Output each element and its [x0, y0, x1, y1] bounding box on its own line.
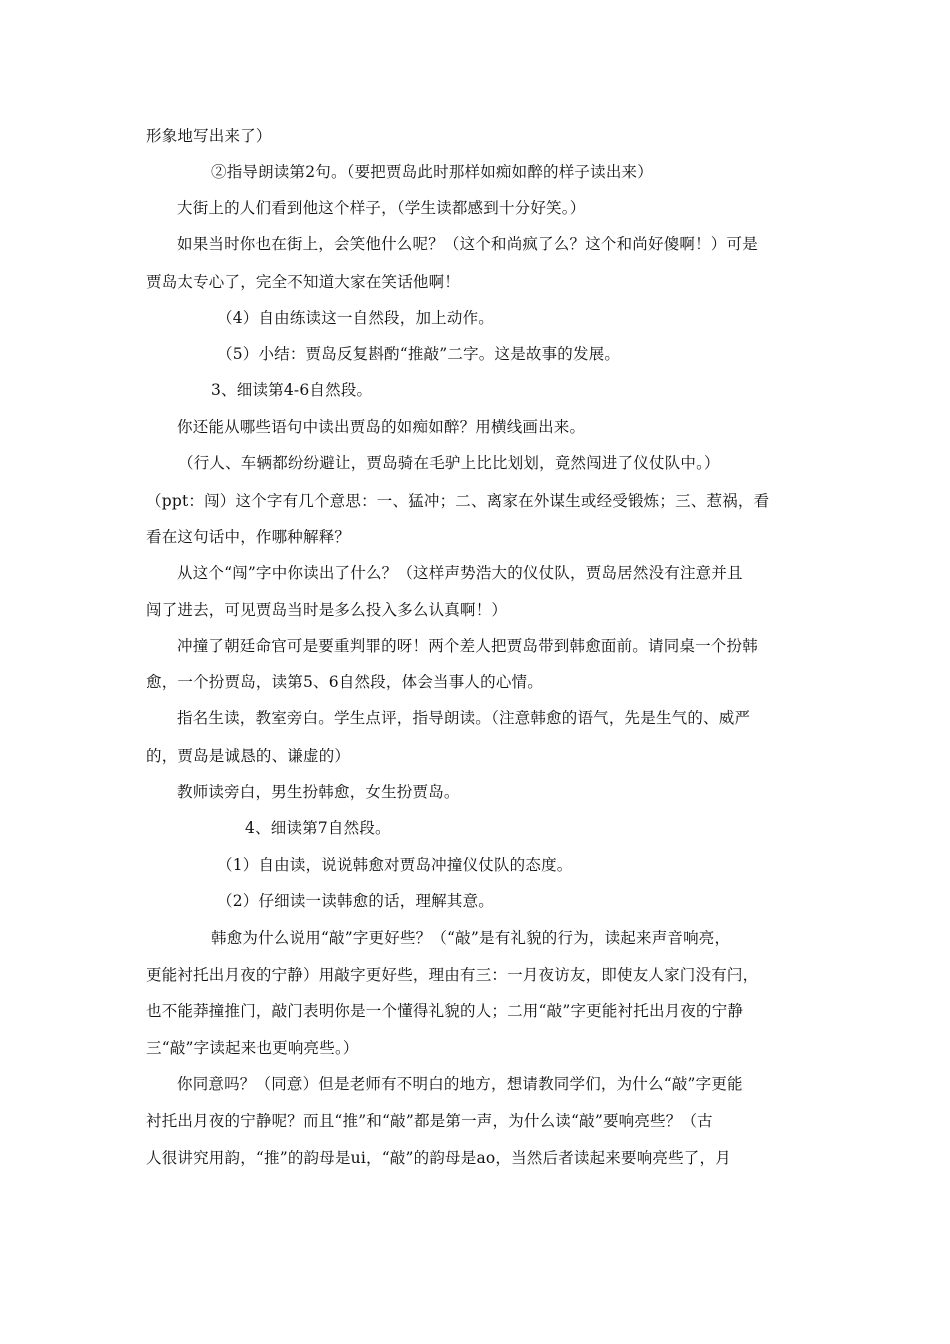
text-line: 从这个“闯”字中你读出了什么？（这样声势浩大的仪仗队，贾岛居然没有注意并且 — [177, 564, 743, 582]
text-line: （1）自由读，说说韩愈对贾岛冲撞仪仗队的态度。 — [217, 856, 573, 874]
text-line: 你还能从哪些语句中读出贾岛的如痴如醉？用横线画出来。 — [177, 418, 586, 436]
text-line: 如果当时你也在街上，会笑他什么呢？（这个和尚疯了么？这个和尚好傻啊！）可是 — [177, 235, 758, 253]
text-line: 韩愈为什么说用“敲”字更好些？（“敲”是有礼貌的行为，读起来声音响亮， — [211, 929, 731, 947]
text-line: 衬托出月夜的宁静呢？而且“推”和“敲”都是第一声，为什么读“敲”要响亮些？（古 — [146, 1112, 713, 1130]
text-line: 三“敲”字读起来也更响亮些。） — [146, 1039, 359, 1057]
text-line: 愈，一个扮贾岛，读第5、6自然段，体会当事人的心情。 — [146, 673, 543, 691]
section-heading: 3、细读第4-6自然段。 — [211, 381, 373, 399]
text-line: 冲撞了朝廷命官可是要重判罪的呀！两个差人把贾岛带到韩愈面前。请同桌一个扮韩 — [177, 637, 758, 655]
text-line: （2）仔细读一读韩愈的话，理解其意。 — [217, 892, 494, 910]
text-line: 看在这句话中，作哪种解释？ — [146, 528, 351, 546]
section-heading: 4、细读第7自然段。 — [245, 819, 391, 837]
text-line: 你同意吗？（同意）但是老师有不明白的地方，想请教同学们，为什么“敲”字更能 — [177, 1075, 743, 1093]
text-line: 指名生读，教室旁白。学生点评，指导朗读。（注意韩愈的语气，先是生气的、威严 — [177, 709, 751, 727]
text-line: （4）自由练读这一自然段，加上动作。 — [217, 309, 494, 327]
text-line: 形象地写出来了） — [146, 127, 272, 145]
text-line: （ppt：闯）这个字有几个意思：一、猛冲；二、离家在外谋生或经受锻炼；三、惹祸，看 — [146, 492, 770, 510]
text-line: ②指导朗读第2句。（要把贾岛此时那样如痴如醉的样子读出来） — [211, 163, 653, 181]
text-line: （5）小结：贾岛反复斟酌“推敲”二字。这是故事的发展。 — [217, 345, 621, 363]
text-line: 大街上的人们看到他这个样子，（学生读都感到十分好笑。） — [177, 199, 586, 217]
text-line: 贾岛太专心了，完全不知道大家在笑话他啊！ — [146, 273, 461, 291]
text-line: 的，贾岛是诚恳的、谦虚的） — [146, 747, 351, 765]
text-line: 人很讲究用韵，“推”的韵母是ui，“敲”的韵母是ao，当然后者读起来要响亮些了，月 — [146, 1149, 731, 1167]
text-line: （行人、车辆都纷纷避让，贾岛骑在毛驴上比比划划，竟然闯进了仪仗队中。） — [178, 454, 720, 472]
text-line: 也不能莽撞推门，敲门表明你是一个懂得礼貌的人；二用“敲”字更能衬托出月夜的宁静 — [146, 1002, 744, 1020]
text-line: 更能衬托出月夜的宁静）用敲字更好些，理由有三：一月夜访友，即使友人家门没有闩， — [146, 966, 759, 984]
text-line: 闯了进去，可见贾岛当时是多么投入多么认真啊！） — [146, 601, 508, 619]
text-line: 教师读旁白，男生扮韩愈，女生扮贾岛。 — [177, 783, 460, 801]
